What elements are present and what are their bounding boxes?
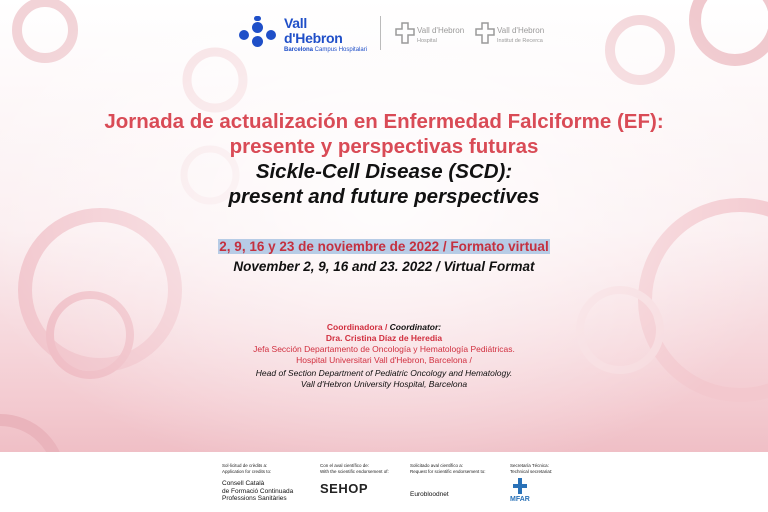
secretariat-small-1: Secretaría Técnica: [510, 463, 549, 468]
coordinator-role-en-2: Vall d'Hebron University Hospital, Barcelona [300, 379, 468, 389]
vall-hebron-cross-icon [238, 16, 278, 56]
mfar-logo: MFAR [510, 496, 530, 503]
logo-line1: Vall [284, 15, 307, 31]
credits-small-1: Sol·licitud de crèdits a: [222, 463, 268, 468]
title-english-line1: Sickle-Cell Disease (SCD): [255, 160, 513, 183]
credits-line1: Consell Català [222, 480, 265, 487]
sehop-logo: SEHOP [320, 481, 369, 496]
title-spanish-line1: Jornada de actualización en Enfermedad Falciforme (EF): [104, 110, 664, 133]
logo-sub-rest: Campus Hospitalari [313, 47, 368, 53]
vall-hebron-logo [238, 14, 373, 58]
hospital-logo-unit: Hospital [417, 38, 437, 44]
hospital-logo-name: Vall d'Hebron [417, 26, 465, 35]
eurobloodnet-small-2: Request for scientific endorsement to: [410, 468, 486, 474]
logo-sub-bold: Barcelona [284, 47, 314, 53]
dates-english: November 2, 9, 16 and 23. 2022 / Virtual Format [233, 259, 535, 274]
footer-credits [222, 463, 293, 503]
logo-divider [380, 16, 381, 50]
credits-line2: de Formació Continuada [222, 487, 294, 495]
coordinator-role-es-2: Hospital Universitari Vall d'Hebron, Barcelona / [296, 355, 472, 365]
title-english-line2: present and future perspectives [228, 185, 540, 208]
credits-line3: Professions Sanitàries [222, 495, 287, 502]
hospital-cross-icon [395, 22, 415, 44]
coordinator-role-en-1: Head of Section Department of Pediatric Oncology and Hematology. [255, 368, 513, 378]
eurobloodnet-small-1: Solicitado aval científico a: [410, 463, 464, 468]
coordinator-label [0, 322, 768, 333]
dates-spanish-text: 2, 9, 16 y 23 de noviembre de 2022 / Formato virtual [219, 239, 549, 254]
coordinator-name: Dra. Cristina Díaz de Heredia [325, 333, 443, 343]
footer-secretariat-caption [510, 463, 552, 474]
footer-sehop-caption [320, 463, 389, 474]
coordinator-label-en: Coordinator: [389, 322, 442, 332]
footer-eurobloodnet-caption [410, 463, 486, 474]
sehop-small-1: Con el aval científico de: [320, 463, 370, 468]
eurobloodnet-logo: Eurobloodnet [410, 491, 449, 498]
institute-logo-name: Vall d'Hebron [497, 26, 545, 35]
credits-small-2: Application for credits to: [222, 468, 272, 474]
dates-spanish [0, 238, 768, 256]
coordinator-label-es: Coordinadora / [326, 322, 390, 332]
hospital-logo [395, 22, 475, 50]
sehop-small-2: With the scientific endorsement of: [320, 468, 389, 474]
institute-cross-icon [475, 22, 495, 44]
mfar-cross-icon [512, 477, 528, 495]
coordinator-role-es-1: Jefa Sección Departamento de Oncología y Hematología Pediátricas. [253, 344, 515, 354]
logo-line2: d'Hebron [284, 30, 343, 46]
institute-logo-unit: Institut de Recerca [497, 38, 543, 44]
institute-logo [475, 22, 565, 50]
secretariat-small-2: Technical secretariat: [510, 468, 553, 474]
title-spanish-line2: presente y perspectivas futuras [229, 135, 539, 158]
